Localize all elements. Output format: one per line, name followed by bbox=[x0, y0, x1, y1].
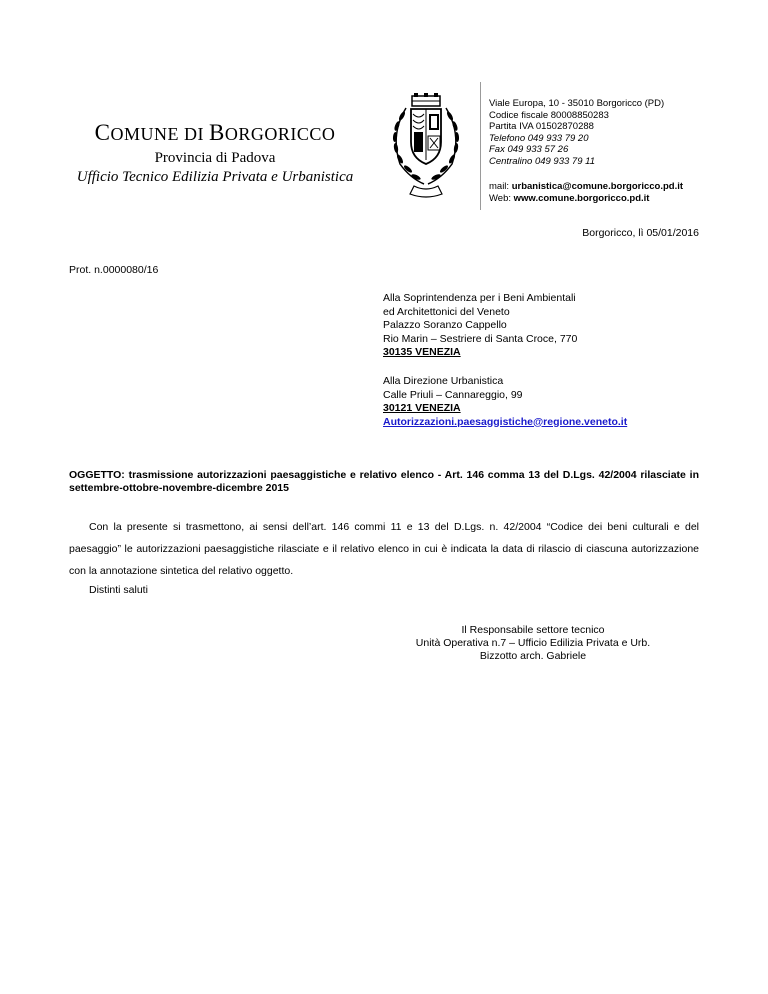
org-initial-2: B bbox=[208, 120, 225, 145]
signature-line-3: Bizzotto arch. Gabriele bbox=[479, 650, 587, 662]
contact-web bbox=[489, 193, 683, 205]
recipient-1-city: 30135 VENEZIA bbox=[383, 346, 461, 358]
coat-of-arms-icon bbox=[384, 92, 468, 204]
body-paragraph: Con la presente si trasmettono, ai sensi dell’art. 146 commi 11 e 13 del D.Lgs. n. 42/2004 “Codice dei beni culturali e del paesaggio” le autorizzazioni paesaggistiche rilasciate e il relativo elenco in cui è indicata la data di rilascio di ciascuna autorizzazione con la annotazione sintetica del relativo oggetto. bbox=[69, 521, 699, 577]
contact-switchboard: Centralino 049 933 79 11 bbox=[489, 155, 595, 167]
org-rest-2: ORGORICCO bbox=[224, 124, 336, 144]
subject-line: OGGETTO: trasmissione autorizzazioni paesaggistiche e relativo elenco - Art. 146 comma 13 del D.Lgs. 42/2004 rilasciate in settembre-ottobre-novembre-dicembre 2015 bbox=[69, 469, 699, 494]
date-line: Borgoricco, lì 05/01/2016 bbox=[582, 227, 699, 239]
web-label: Web: bbox=[489, 192, 514, 204]
recipient-1-line-4: Rio Marin – Sestriere di Santa Croce, 770 bbox=[383, 332, 578, 345]
org-rest-1: OMUNE DI bbox=[110, 124, 209, 144]
contact-phone: Telefono 049 933 79 20 bbox=[489, 132, 589, 144]
recipient-1-line-2: ed Architettonici del Veneto bbox=[383, 305, 510, 318]
recipient-2-line-2: Calle Priuli – Cannareggio, 99 bbox=[383, 388, 523, 401]
recipient-2-city: 30121 VENEZIA bbox=[383, 402, 461, 414]
mail-label: mail: bbox=[489, 181, 512, 192]
protocol-number: Prot. n.0000080/16 bbox=[69, 264, 159, 276]
contact-fax: Fax 049 933 57 26 bbox=[489, 144, 569, 155]
recipient-1 bbox=[383, 292, 577, 360]
signature-line-2: Unità Operativa n.7 – Ufficio Edilizia Privata e Urb. bbox=[415, 637, 651, 649]
contact-fiscal-code: Codice fiscale 80008850283 bbox=[489, 109, 609, 121]
letterhead-org bbox=[60, 120, 370, 186]
contact-mail bbox=[489, 181, 683, 193]
municipality-name bbox=[60, 120, 370, 146]
recipient-2-email-link[interactable]: Autorizzazioni.paesaggistiche@regione.veneto.it bbox=[383, 415, 628, 428]
signature-line-1: Il Responsabile settore tecnico bbox=[461, 624, 605, 636]
letterhead-divider bbox=[480, 82, 481, 210]
recipient-2 bbox=[383, 375, 627, 429]
web-link[interactable]: www.comune.borgoricco.pd.it bbox=[513, 192, 650, 204]
recipient-1-line-1: Alla Soprintendenza per i Beni Ambientali bbox=[383, 292, 576, 304]
contact-block bbox=[489, 98, 683, 204]
contact-address: Viale Europa, 10 - 35010 Borgoricco (PD) bbox=[489, 98, 665, 109]
recipient-2-line-1: Alla Direzione Urbanistica bbox=[383, 375, 504, 387]
closing-greeting: Distinti saluti bbox=[89, 584, 148, 596]
office-name: Ufficio Tecnico Edilizia Privata e Urbanistica bbox=[76, 169, 354, 185]
org-initial-1: C bbox=[94, 120, 111, 145]
province: Provincia di Padova bbox=[154, 150, 276, 166]
contact-vat: Partita IVA 01502870288 bbox=[489, 121, 594, 132]
mail-link[interactable]: urbanistica@comune.borgoricco.pd.it bbox=[511, 181, 684, 192]
signature-block bbox=[383, 624, 683, 663]
recipient-1-line-3: Palazzo Soranzo Cappello bbox=[383, 319, 507, 331]
